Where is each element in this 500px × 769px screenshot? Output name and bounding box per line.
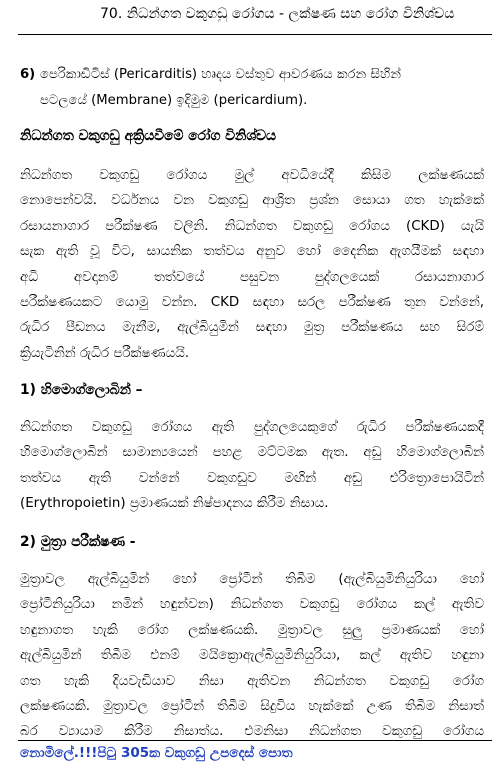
- paragraph-line: ලක්ෂණයකි. මුත්‍රාවල ප්‍රෝටීන් තිබීම සිදුවිය හැක්කේ උණ තිබීම නිසාත්: [20, 699, 484, 715]
- paragraph-line: රසායනාගාර පරීක්ෂණ වලිනි. නිධන්ගත වකුගඩු රෝගය (CKD) යැයි: [20, 218, 484, 234]
- paragraph-line: බර ව්‍යායාම කිරීම නිසාත්ය. එමනිසා නිධන්ගත වකුගඩු රෝගය: [20, 724, 484, 740]
- paragraph-line: (Erythropoietin) ප්‍රමාණයක් නිෂ්පාදනය කිරීම නිසාය.: [20, 496, 329, 512]
- paragraph-line: සැක ඇති වූ විට, සායනික තත්වය අනුව හෝ දෛනික ඇගයීමක් සඳහා: [20, 244, 484, 260]
- paragraph-line: පරීක්ෂණයකට යොමු වන්න. CKD සඳහා සරල පරීක්ෂණ තුන වන්නේ,: [20, 295, 484, 311]
- list-item-number: 6): [20, 67, 36, 82]
- list-item-6: [20, 62, 486, 114]
- paragraph-line: නොපෙන්වයි. වර්ධනය වන වකුගඩු ආශ්‍රිත ප්‍රශ්න සොයා ගත හැක්කේ: [20, 193, 484, 209]
- paragraph-line: රුධිර පීඩනය මැනීම, ඇල්බියුමින් සඳහා මුත්‍ර පරීක්ෂණය සහ සිරම්: [20, 320, 484, 336]
- paragraph-line: හඳුනාගත හැකි රෝග ලක්ෂණයකි. මුත්‍රාවල සුලු ප්‍රමාණයක් හෝ: [20, 622, 484, 638]
- running-head: 70. නිධන්ගත වකුගඩු රෝගය - ලක්ෂණ සහ රෝග විනිශ්චය: [100, 6, 455, 22]
- footer-text: නොමිලේ.!!!පිටු 305ක වකුගඩු උපදෙස් පොත: [20, 745, 293, 761]
- paragraph-hemoglobin: [20, 415, 484, 517]
- paragraph-line: මුත්‍රාවල ඇල්බියුමින් හෝ ප්‍රෝටීන් තිබීම (ඇල්බියුමිනියුරියා හෝ: [20, 572, 484, 587]
- paragraph-line: තත්වය ඇති වන්නේ වකුගඩුව මඟින් අඩු එරිත්‍රොපොයිටින්: [20, 470, 484, 486]
- paragraph-line: ඇල්බියුමින් තිබීම එනම් මයික්‍රොඇල්බියුමිනියුරියා, කල් ඇතිව හඳුනා: [20, 648, 484, 664]
- list-item-6-line2: පටලයේ (Membrane) ඉදිමුම (pericardium).: [40, 93, 308, 108]
- paragraph-line: අධි අවදානම් තත්වයේ පසුවන පුද්ගලයෙක් රසායනාගාර: [20, 269, 484, 285]
- paragraph-line: ප්‍රෝටීනියුරියා නමින් හඳුන්වන) නිධන්ගත වකුගඩු රෝගය කල් ඇතිව: [20, 597, 484, 613]
- list-item-6-text-1: පෙරිකාඩිටිස් (Pericarditis) හෘදය වස්තුව ආවරණය කරන සිහින්: [40, 67, 402, 82]
- paragraph-urine-test: [20, 567, 484, 745]
- paragraph-line: නිධන්ගත වකුගඩු රෝගය ඇති පුද්ගලයෙකුගේ රුධිර පරීක්ෂණයකදී: [20, 420, 484, 435]
- section-heading: නිධන්ගත වකුගඩු අක්‍රියවීමේ රෝග විනිශ්චය: [20, 128, 276, 144]
- list-item-6-line1: [20, 62, 486, 88]
- paragraph-line: හිමොග්ලොබින් සාමාන්‍යයෙන් පහළ මට්ටමක ඇත. අඩු හිමොග්ලොබින්: [20, 445, 484, 461]
- paragraph-line: ක්‍රියැටිනින් රුධිර පරීක්ෂණයයි.: [20, 345, 189, 361]
- heading-urine-test: 2) මුත්‍රා පරීක්ෂණ -: [20, 534, 136, 550]
- heading-hemoglobin: 1) හිමොග්ලොබින් –: [20, 382, 143, 398]
- paragraph-line: ගත හැකි දියවැඩියාව නිසා ඇතිවන නිධන්ගත වකුගඩු රෝග: [20, 673, 484, 689]
- paragraph-diagnosis: [20, 163, 484, 366]
- footer-rule: [18, 740, 492, 741]
- header-rule: [18, 34, 492, 35]
- paragraph-line: නිධන්ගත වකුගඩු රෝගය මුල් අවධියේදී කිසිම ලක්ෂණයක්: [20, 168, 484, 183]
